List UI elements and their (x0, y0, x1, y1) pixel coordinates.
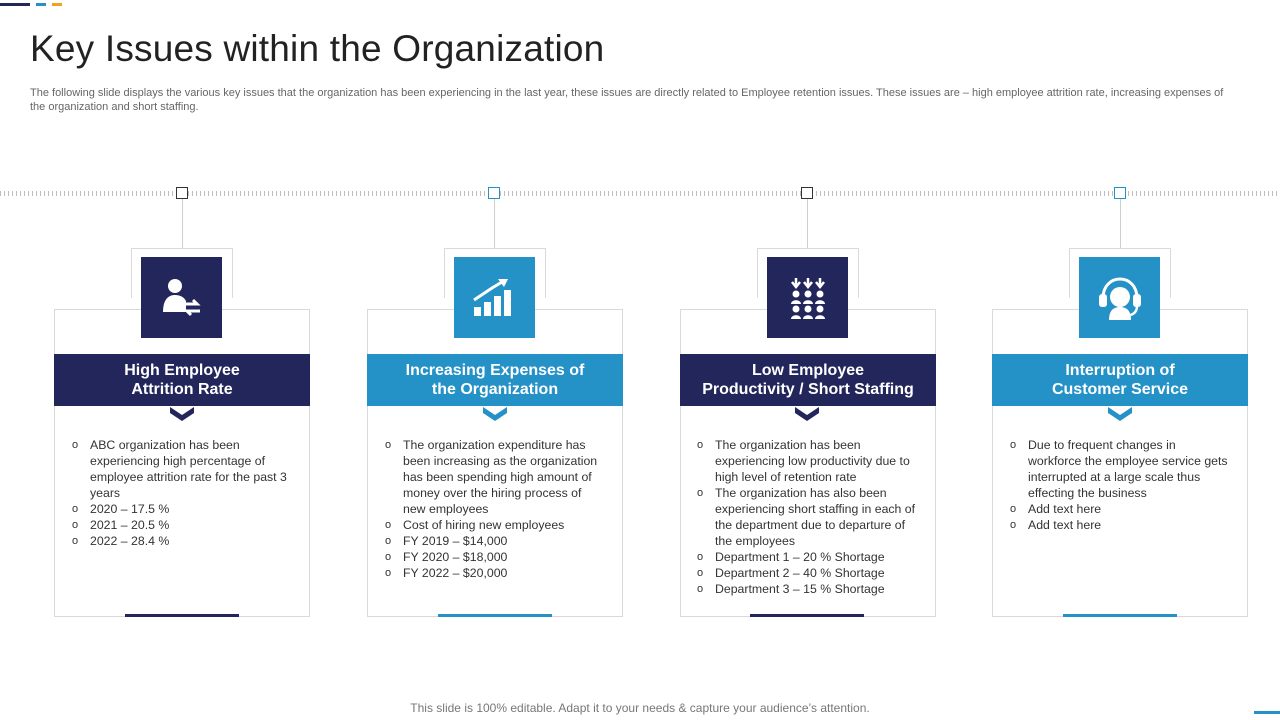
chevron-down-icon (483, 407, 507, 423)
bullet-item: o Department 3 – 15 % Shortage (697, 581, 919, 597)
bullet-item: o ABC organization has been experiencing high percentage of employee attrition rate for the past 3 years (72, 437, 294, 501)
page-subtitle: The following slide displays the various key issues that the organization has been experiencing in the last year, these issues are directly related to Employee retention issues. These issues are – high employee attrition rate, increasing expenses of the organization and short staffing. (30, 87, 1224, 113)
bottom-accent-bar (1254, 711, 1280, 714)
timeline-marker-3 (801, 187, 813, 199)
card-header-2: Increasing Expenses of the Organization (367, 354, 623, 406)
bullet-item: o The organization expenditure has been increasing as the organization has been spending high amount of money over the hiring process of new employees (385, 437, 607, 517)
bullet-item: o 2022 – 28.4 % (72, 533, 294, 549)
chevron-down-icon (795, 407, 819, 423)
timeline-marker-2 (488, 187, 500, 199)
connector-line-2 (494, 199, 495, 249)
card-header-3: Low Employee Productivity / Short Staffing (680, 354, 936, 406)
bullet-item: o Department 2 – 40 % Shortage (697, 565, 919, 581)
bullet-item: o FY 2019 – $14,000 (385, 533, 607, 549)
card-bottom-bar-2 (438, 614, 552, 617)
bullet-item: o FY 2020 – $18,000 (385, 549, 607, 565)
chevron-down-icon (1108, 407, 1132, 423)
card-bottom-bar-1 (125, 614, 239, 617)
bullet-item: o FY 2022 – $20,000 (385, 565, 607, 581)
connector-line-1 (182, 199, 183, 249)
bullet-item: o The organization has been experiencing low productivity due to high level of retention rate (697, 437, 919, 485)
bullet-item: o 2020 – 17.5 % (72, 501, 294, 517)
employee-transfer-icon (141, 257, 222, 338)
bullet-item: o Add text here (1010, 501, 1232, 517)
bullet-item: o Add text here (1010, 517, 1232, 533)
card-bottom-bar-4 (1063, 614, 1177, 617)
footer-note: This slide is 100% editable. Adapt it to your needs & capture your audience’s attention. (410, 701, 870, 715)
top-accent-bar-orange (52, 3, 62, 6)
timeline-dashed-line (0, 191, 1280, 196)
timeline-marker-4 (1114, 187, 1126, 199)
card-bullets-4 (1010, 437, 1232, 533)
bullet-item: o Cost of hiring new employees (385, 517, 607, 533)
staffing-down-icon (767, 257, 848, 338)
card-header-1: High Employee Attrition Rate (54, 354, 310, 406)
top-accent-bar-blue (36, 3, 46, 6)
card-bottom-bar-3 (750, 614, 864, 617)
card-header-4: Interruption of Customer Service (992, 354, 1248, 406)
top-accent-bar-dark (0, 3, 30, 6)
connector-line-3 (807, 199, 808, 249)
card-bullets-2 (385, 437, 607, 581)
card-bullets-3 (697, 437, 919, 597)
customer-service-headset-icon (1079, 257, 1160, 338)
chevron-down-icon (170, 407, 194, 423)
timeline-marker-1 (176, 187, 188, 199)
connector-line-4 (1120, 199, 1121, 249)
page-title: Key Issues within the Organization (30, 28, 605, 69)
bullet-item: o The organization has also been experiencing short staffing in each of the department due to departure of the employees (697, 485, 919, 549)
bullet-item: o 2021 – 20.5 % (72, 517, 294, 533)
growth-chart-icon (454, 257, 535, 338)
bullet-item: o Department 1 – 20 % Shortage (697, 549, 919, 565)
bullet-item: o Due to frequent changes in workforce the employee service gets interrupted at a large scale thus effecting the business (1010, 437, 1232, 501)
card-bullets-1 (72, 437, 294, 549)
